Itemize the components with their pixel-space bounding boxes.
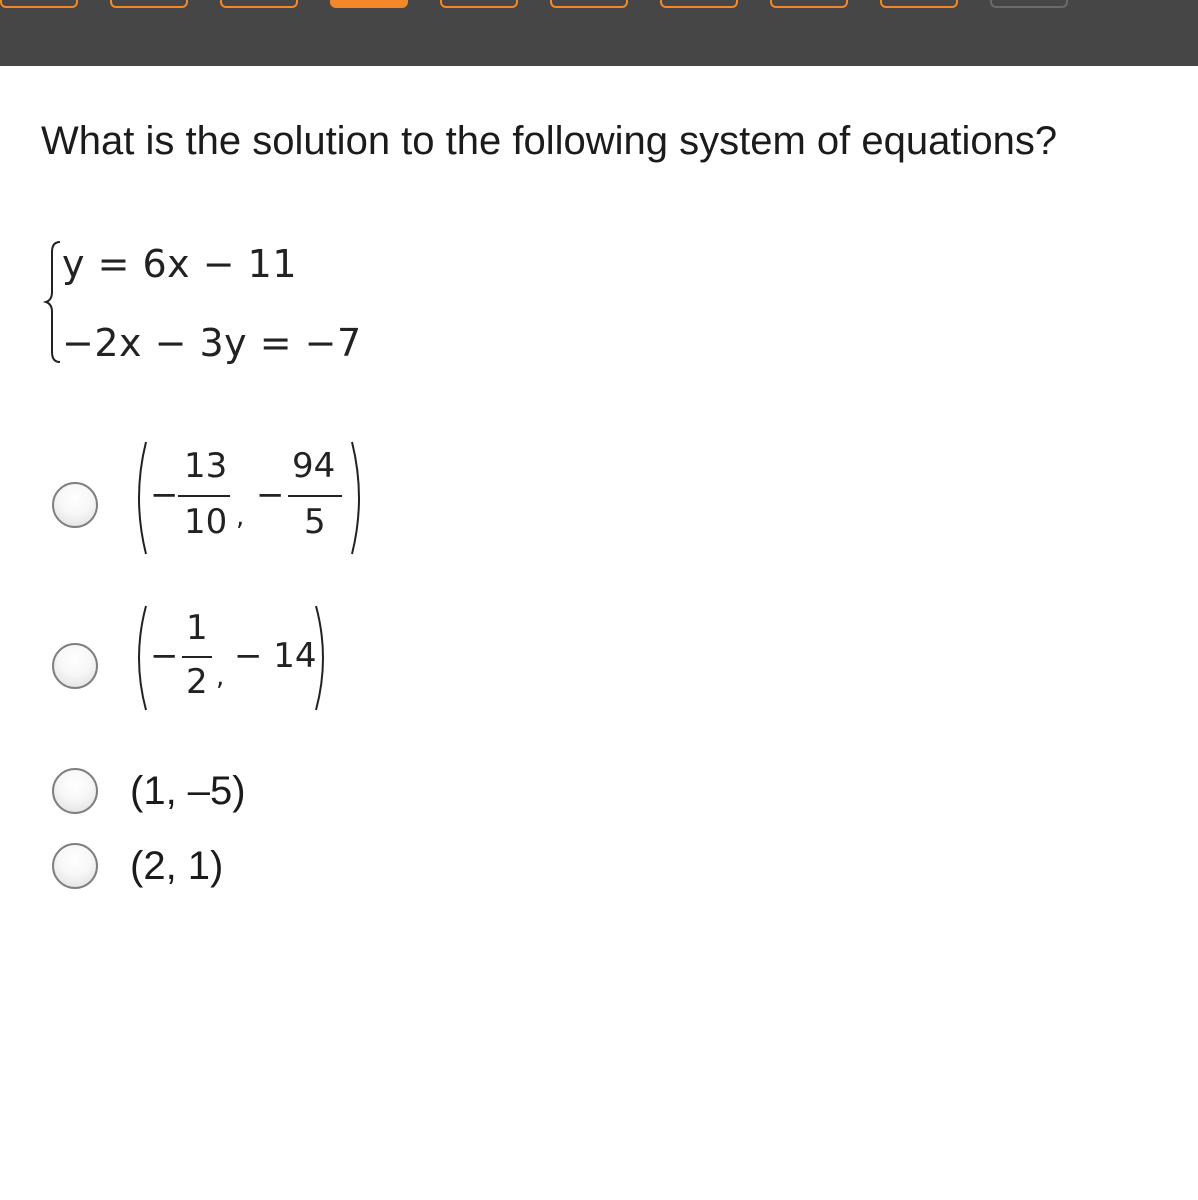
question-tab[interactable]	[770, 0, 848, 8]
left-brace-icon	[38, 232, 64, 372]
question-tab[interactable]	[660, 0, 738, 8]
choice-a-label[interactable]	[126, 436, 376, 560]
question-nav-bar	[0, 0, 1198, 66]
equation-1: y = 6x − 11	[62, 242, 298, 286]
choice-d-label[interactable]: (2, 1)	[130, 844, 224, 888]
equation-2: −2x − 3y = −7	[62, 321, 362, 365]
choice-a-radio[interactable]	[52, 482, 98, 528]
question-tab-current[interactable]	[330, 0, 408, 8]
equation-system	[38, 232, 362, 372]
x-numerator: 13	[184, 446, 228, 486]
comma: ,	[236, 502, 245, 532]
x-fraction-bar	[182, 656, 212, 658]
question-prompt: What is the solution to the following system of equations?	[41, 119, 1058, 163]
x-denominator: 2	[186, 662, 208, 702]
choice-b-radio[interactable]	[52, 643, 98, 689]
y-fraction-bar	[288, 495, 342, 497]
question-tab[interactable]	[110, 0, 188, 8]
y-value: − 14	[234, 636, 317, 676]
question-tab-disabled	[990, 0, 1068, 8]
y-numerator: 94	[292, 446, 336, 486]
choice-d-radio[interactable]	[52, 843, 98, 889]
question-tab[interactable]	[220, 0, 298, 8]
choice-b-label[interactable]	[126, 600, 346, 716]
question-tab[interactable]	[0, 0, 78, 8]
choice-c-label[interactable]: (1, –5)	[130, 769, 246, 813]
x-numerator: 1	[186, 608, 208, 648]
x-denominator: 10	[184, 502, 228, 542]
x-sign: −	[150, 475, 179, 515]
question-tab[interactable]	[550, 0, 628, 8]
y-denominator: 5	[304, 502, 326, 542]
x-sign: −	[150, 636, 179, 676]
y-sign: −	[256, 475, 285, 515]
question-tab[interactable]	[880, 0, 958, 8]
choice-c-radio[interactable]	[52, 768, 98, 814]
x-fraction-bar	[178, 495, 230, 497]
comma: ,	[216, 662, 225, 692]
question-tab[interactable]	[440, 0, 518, 8]
